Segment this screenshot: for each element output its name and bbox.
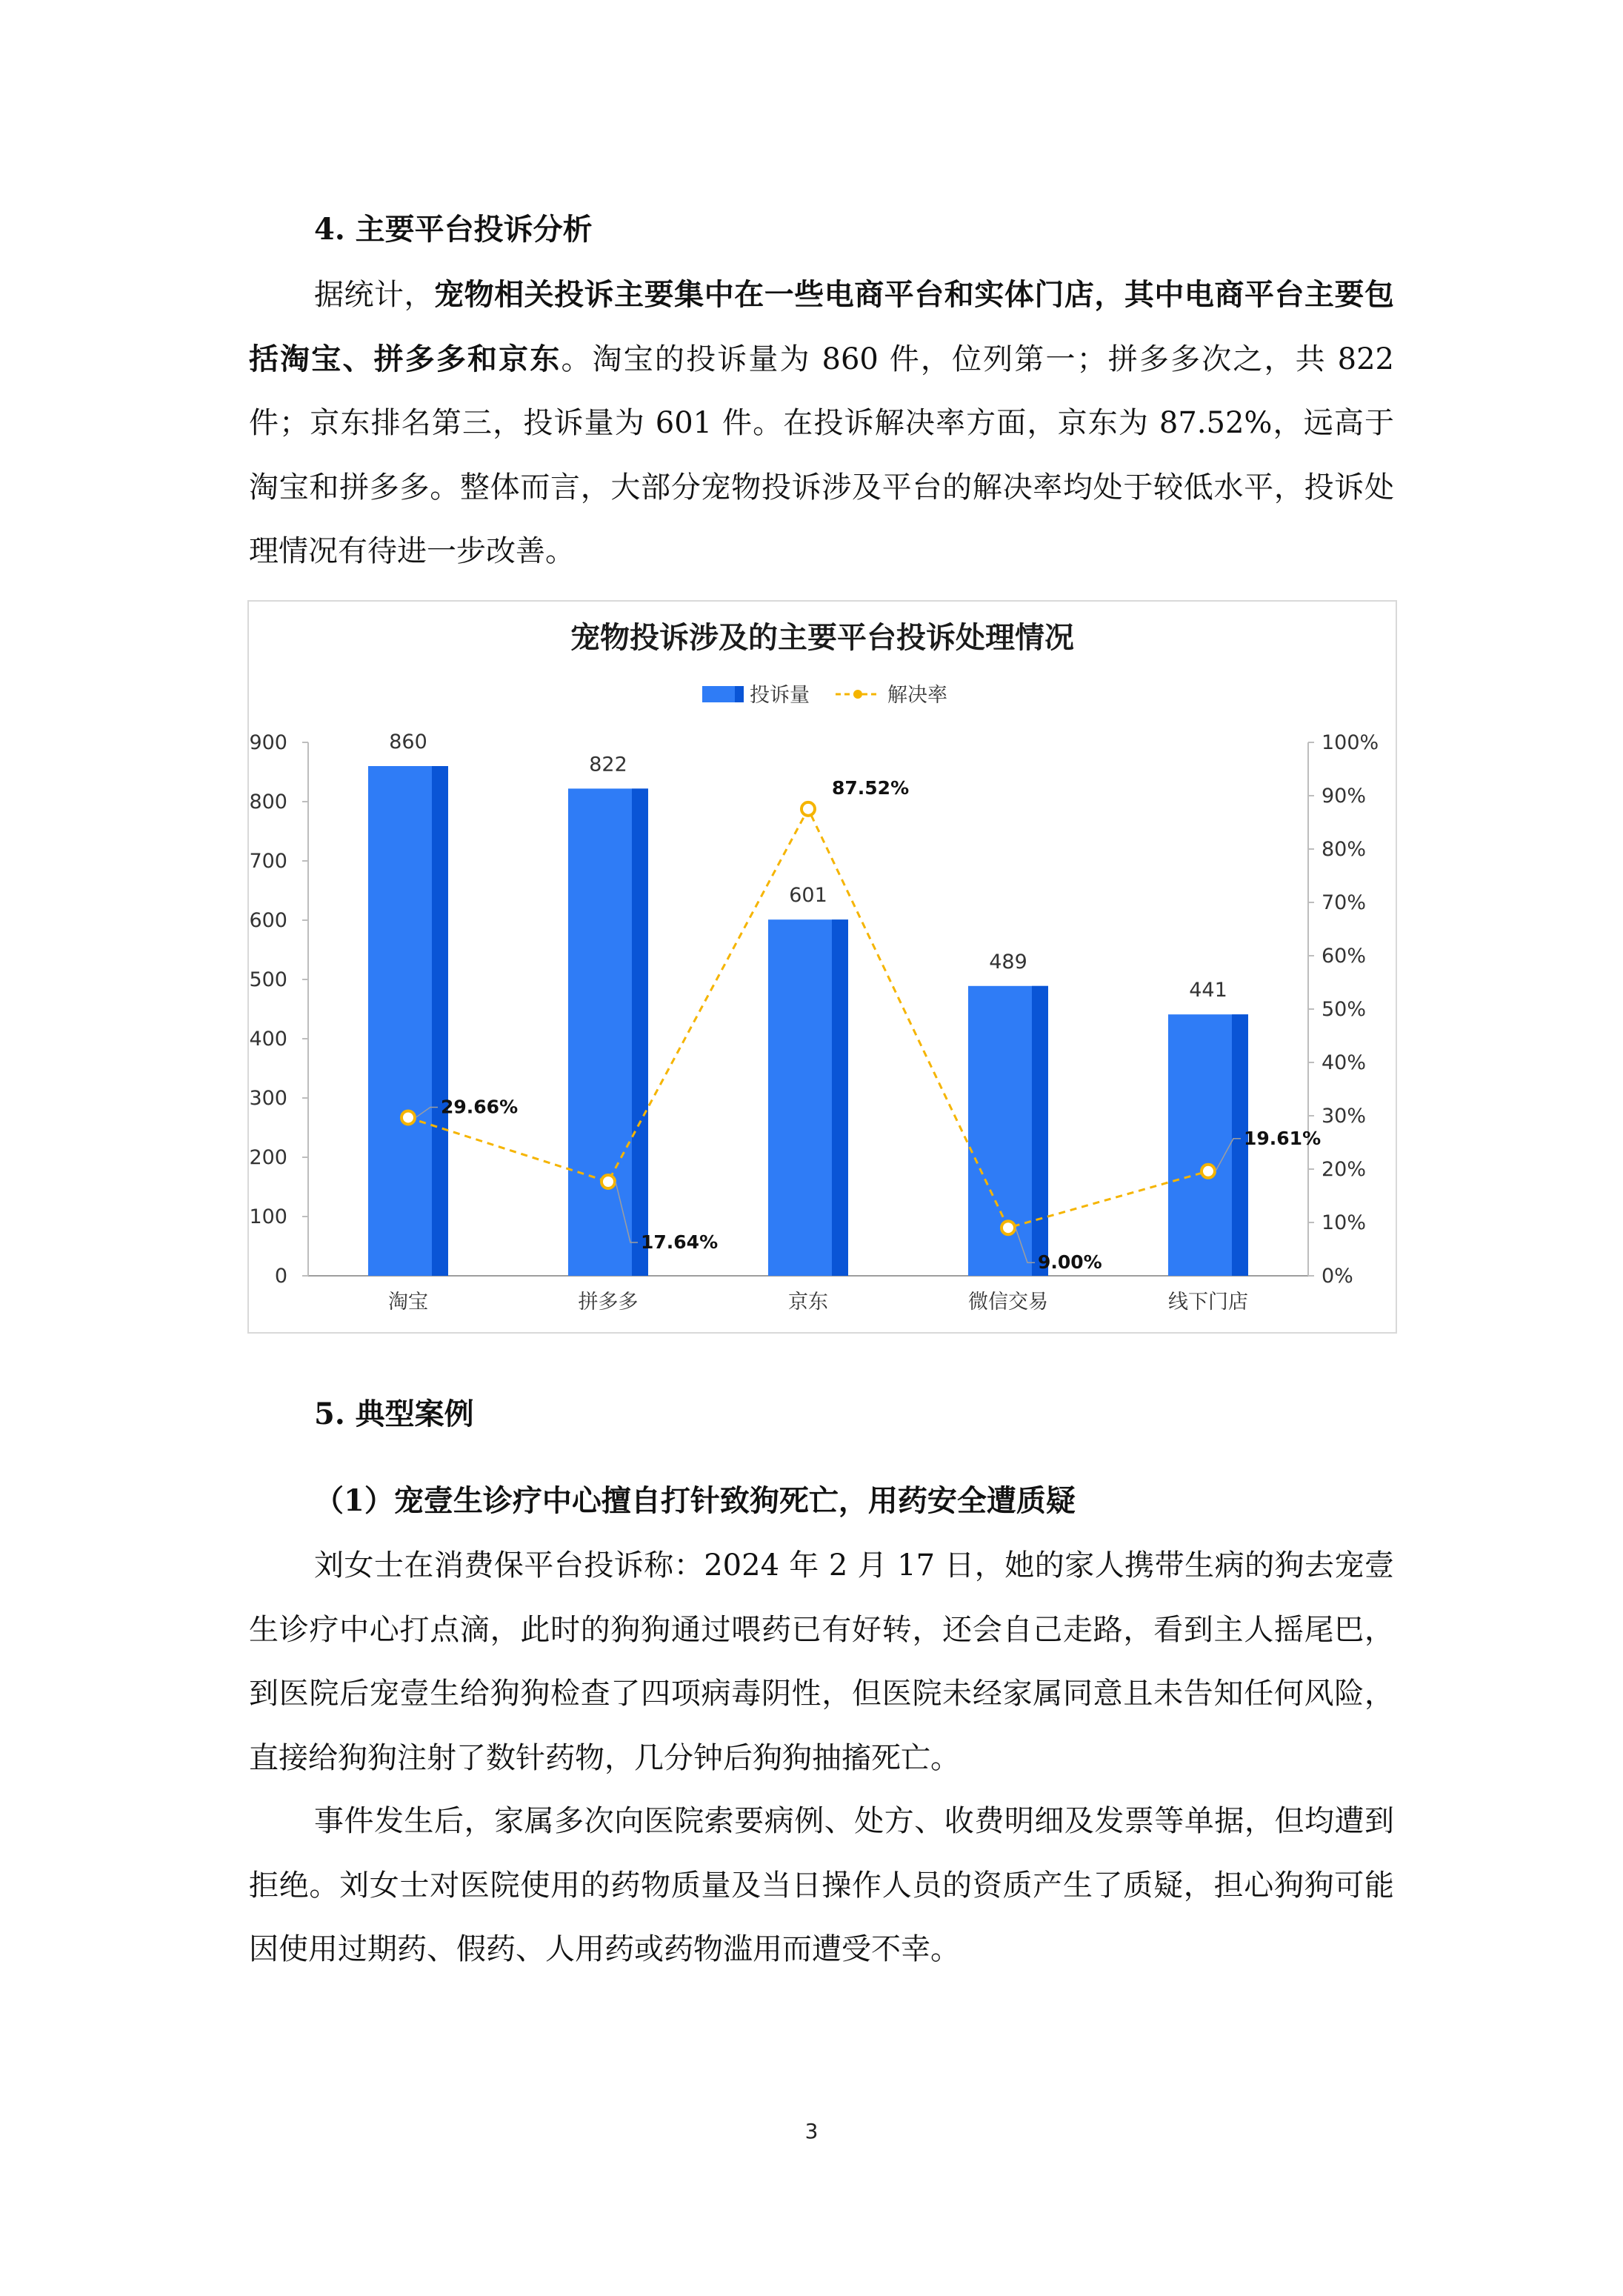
chart-legend (702, 684, 947, 707)
chart-canvas (249, 602, 1396, 1332)
legend-bar-label: 投诉量 (750, 684, 810, 707)
bar-data-label: 441 (1189, 979, 1227, 1002)
bar-side-shade (832, 919, 848, 1276)
paragraph-platform-analysis (249, 263, 1394, 584)
right-tick-label: 60% (1322, 945, 1367, 968)
paragraph-rest: 。淘宝的投诉量为 860 件，位列第一；拼多多次之，共 822 件；京东排名第三，投诉量为 601 件。在投诉解决率方面，京东为 87.52%，远高于淘宝和拼多多。整体而言，大部分宠物投诉涉及平台的解决率均处于较低水平，投诉处理情况有待进一步改善。 (249, 342, 1395, 568)
bar-side-shade (432, 766, 448, 1276)
section-4-heading: 4. 主要平台投诉分析 (314, 212, 593, 247)
right-tick-label: 20% (1322, 1158, 1367, 1181)
line-data-label: 9.00% (1038, 1251, 1102, 1274)
line-data-label: 29.66% (441, 1096, 519, 1118)
chart-title: 宠物投诉涉及的主要平台投诉处理情况 (570, 621, 1074, 655)
line-point (1202, 1165, 1215, 1178)
left-tick-label: 900 (249, 731, 287, 754)
page-number: 3 (804, 2119, 819, 2143)
right-tick-label: 0% (1322, 1265, 1353, 1288)
bar-data-label: 489 (989, 950, 1027, 974)
legend-line-label: 解决率 (887, 684, 947, 707)
x-tick-label: 京东 (788, 1291, 828, 1314)
left-tick-label: 0 (274, 1265, 287, 1288)
bar-side-shade (632, 788, 648, 1276)
bar-side-shade (1032, 986, 1048, 1276)
x-tick-label: 线下门店 (1168, 1291, 1248, 1314)
bar-data-label: 822 (589, 753, 627, 776)
paragraph-case-complaint: 刘女士在消费保平台投诉称：2024 年 2 月 17 日，她的家人携带生病的狗去宠壹生诊疗中心打点滴，此时的狗狗通过喂药已有好转，还会自己走路，看到主人摇尾巴，到医院后宠壹生给狗狗检查了四项病毒阴性，但医院未经家属同意且未告知任何风险，直接给狗狗注射了数针药物，几分钟后狗狗抽搐死亡。 (249, 1548, 1394, 1775)
left-tick-label: 600 (249, 909, 287, 932)
paragraph-case-aftermath: 事件发生后，家属多次向医院索要病例、处方、收费明细及发票等单据，但均遭到拒绝。刘女士对医院使用的药物质量及当日操作人员的资质产生了质疑，担心狗狗可能因使用过期药、假药、人用药或药物滥用而遭受不幸。 (249, 1804, 1394, 1966)
left-tick-label: 400 (249, 1028, 287, 1051)
line-point (1002, 1221, 1015, 1234)
left-tick-label: 300 (249, 1087, 287, 1110)
x-tick-label: 微信交易 (968, 1291, 1048, 1314)
right-tick-label: 70% (1322, 891, 1367, 914)
bar-data-label: 860 (389, 731, 427, 753)
line-data-label: 17.64% (641, 1231, 719, 1253)
legend-bar-swatch-shade (735, 686, 744, 702)
bar-data-label: 601 (789, 884, 827, 908)
left-tick-label: 800 (249, 791, 287, 813)
left-tick-label: 500 (249, 968, 287, 991)
case-1-title: （1）宠壹生诊疗中心擅自打针致狗死亡，用药安全遭质疑 (314, 1483, 1076, 1518)
right-tick-label: 100% (1322, 731, 1379, 754)
right-tick-label: 80% (1322, 838, 1367, 861)
x-tick-label: 淘宝 (388, 1291, 428, 1314)
right-tick-label: 10% (1322, 1211, 1367, 1234)
left-tick-label: 700 (249, 850, 287, 873)
right-tick-label: 40% (1322, 1051, 1367, 1074)
paragraph-bold-summary: 宠物相关投诉主要集中在一些电商平台和实体门店，其中电商平台主要包括淘宝、拼多多和京东 (249, 277, 1395, 376)
line-data-label: 87.52% (832, 776, 910, 799)
line-point (401, 1111, 415, 1124)
x-tick-label: 拼多多 (578, 1291, 639, 1314)
left-tick-label: 200 (249, 1146, 287, 1169)
right-tick-label: 30% (1322, 1105, 1367, 1128)
section-5-heading: 5. 典型案例 (314, 1397, 474, 1431)
paragraph-lead: 据统计， (314, 278, 435, 312)
complaint-chart (247, 600, 1397, 1334)
left-tick-label: 100 (249, 1205, 287, 1228)
right-tick-label: 50% (1322, 998, 1367, 1021)
legend-line-marker (853, 690, 862, 699)
right-tick-label: 90% (1322, 785, 1367, 808)
line-point (801, 802, 815, 816)
line-point (601, 1175, 615, 1188)
line-data-label: 19.61% (1244, 1127, 1322, 1149)
